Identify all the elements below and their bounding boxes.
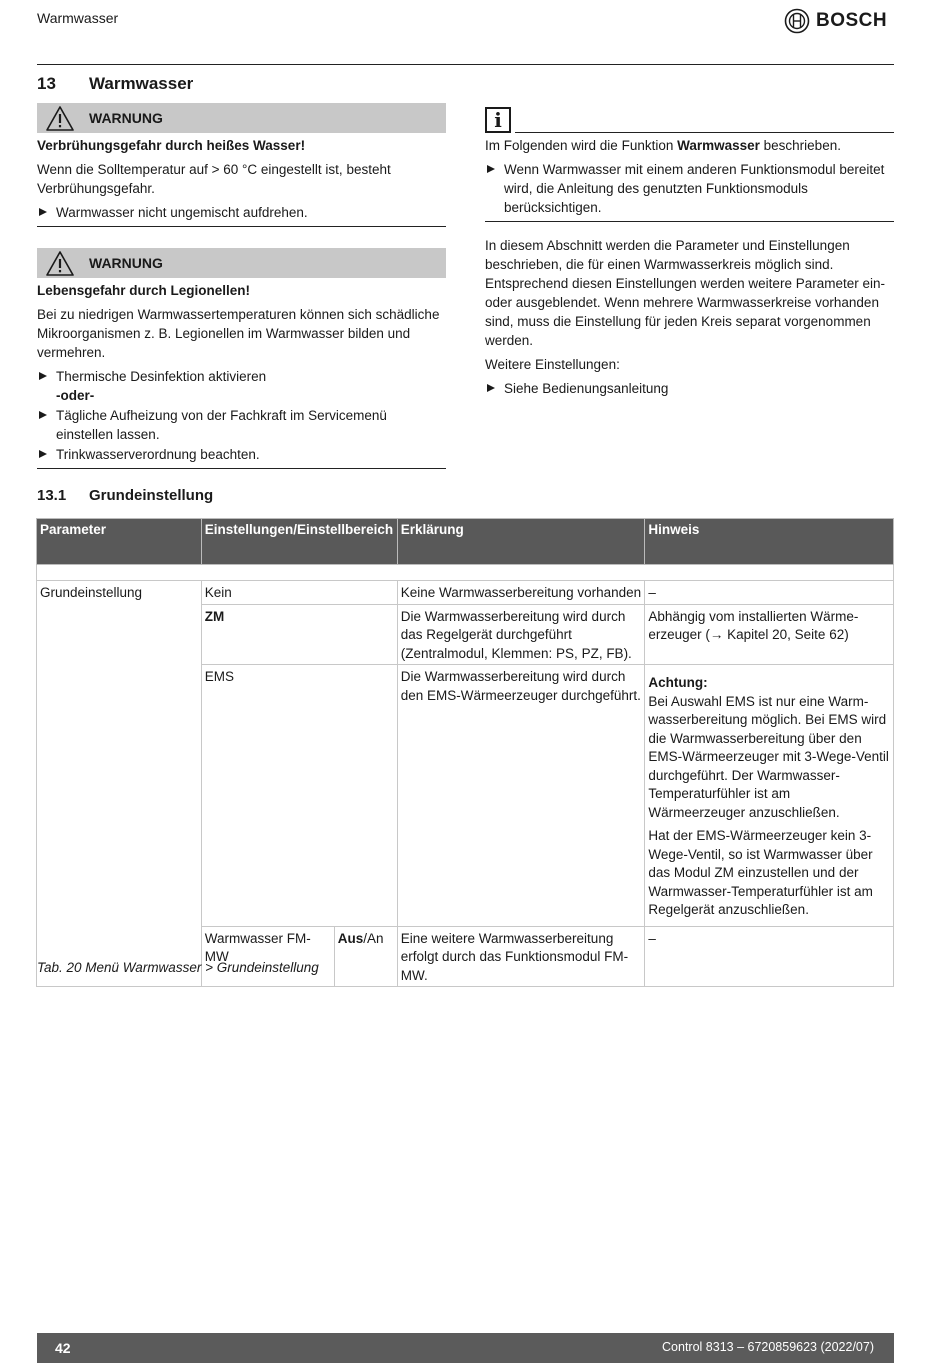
- note-paragraph: Bei Auswahl EMS ist nur eine Warm-wasserbereitung möglich. Bei EMS wird die Warmwasserbereitung über den EMS-Wärmeerzeuger mit 3-Wege-Ventil durchgeführt. Der Warmwasser-Temperaturfühler ist am Wärmeerzeuger anzuschließen.: [648, 693, 889, 820]
- info-action: Wenn Warmwasser mit einem anderen Funktionsmodul bereitet wird, die Anleitung des genutzten Funktionsmoduls berücksichtigen.: [485, 160, 894, 217]
- warning-label: WARNUNG: [89, 254, 163, 271]
- warning-action: [37, 367, 446, 405]
- header-divider: [37, 64, 894, 65]
- info-text-suffix: beschrieben.: [759, 138, 841, 153]
- settings-table: [36, 518, 894, 987]
- warning-triangle-icon: [45, 250, 75, 277]
- info-icon: i: [485, 107, 511, 133]
- warning-action: Trinkwasserverordnung beachten.: [37, 445, 446, 464]
- setting-cell: EMS: [201, 665, 397, 927]
- table-row: [37, 581, 894, 605]
- left-column: [37, 103, 446, 469]
- info-header: [485, 103, 894, 133]
- note-title: Achtung:: [648, 675, 708, 690]
- warning-action: Tägliche Aufheizung von der Fachkraft im Servicemenü einstellen lassen.: [37, 406, 446, 444]
- info-text-bold: Warmwasser: [677, 138, 760, 153]
- column-header: Einstellungen/Einstellbereich: [201, 519, 397, 565]
- running-header: Warmwasser: [37, 10, 119, 26]
- note-cell: –: [645, 581, 894, 605]
- warning-headline: Lebensgefahr durch Legionellen!: [37, 283, 251, 298]
- document-reference: Control 8313 – 6720859623 (2022/07): [662, 1340, 874, 1354]
- explanation-cell: Keine Warmwasserbereitung vorhanden: [397, 581, 645, 605]
- warning-banner: [37, 103, 446, 133]
- explanation-cell: Die Warmwasserbereitung wird durch den EMS-Wärmeerzeuger durchgeführt.: [397, 665, 645, 927]
- or-label: -oder-: [56, 388, 95, 403]
- further-settings-action: Siehe Bedienungsanleitung: [485, 379, 894, 398]
- intro-paragraph: In diesem Abschnitt werden die Parameter und Einstellungen beschrieben, die für einen Warmwasserkreis möglich sind. Entsprechend diesen Einstellungen werden weitere Parameter ein- oder ausgeblendet. Wenn mehrere Warmwasserkreise vorhanden sind, muss die Einstellung für jeden Kreis separat vorgenommen werden.: [485, 238, 885, 348]
- explanation-cell: Eine weitere Warmwasserbereitung erfolgt durch das Funktionsmodul FM-MW.: [397, 926, 645, 987]
- brand-logo: [784, 8, 887, 34]
- warning-banner: [37, 248, 446, 278]
- column-header: Erklärung: [397, 519, 645, 565]
- section-number: 13.1: [37, 487, 67, 504]
- column-header: Hinweis: [645, 519, 894, 565]
- warning-end-rule: [37, 468, 446, 469]
- table-caption: Tab. 20 Menü Warmwasser > Grundeinstellung: [37, 960, 319, 975]
- parameter-cell: Grundeinstellung: [37, 581, 202, 987]
- info-header-rule: [515, 132, 894, 133]
- note-cell: –: [645, 926, 894, 987]
- section-heading: [37, 487, 213, 504]
- info-text: [485, 136, 894, 155]
- page-number: 42: [55, 1340, 71, 1356]
- note-cell: Abhängig vom installierten Wärme-erzeuger (→ Kapitel 20, Seite 62): [645, 604, 894, 665]
- brand-name: BOSCH: [816, 10, 888, 31]
- right-column: [485, 103, 894, 399]
- value-rest: /An: [363, 930, 384, 946]
- warning-action: Warmwasser nicht ungemischt aufdrehen.: [37, 203, 446, 222]
- section-title: Grundeinstellung: [89, 487, 214, 504]
- warning-action-text: Thermische Desinfektion aktivieren: [56, 369, 267, 384]
- chapter-heading: [37, 74, 193, 94]
- setting-cell: Kein: [201, 581, 397, 605]
- setting-cell: ZM: [201, 604, 397, 665]
- warning-text: Bei zu niedrigen Warmwassertemperaturen können sich schädliche Mikroorganismen z. B. Legionellen im Warmwasser bilden und vermehren.: [37, 307, 440, 360]
- table-header-row: [37, 519, 894, 565]
- note-cell: [645, 665, 894, 927]
- setting-cell: Warmwasser FM-MW: [201, 926, 334, 987]
- further-settings-label: Weitere Einstellungen:: [485, 357, 620, 372]
- column-header: Parameter: [37, 519, 202, 565]
- warning-triangle-icon: [45, 105, 75, 132]
- chapter-number: 13: [37, 74, 56, 93]
- bosch-armature-icon: [784, 8, 810, 34]
- page-footer: [37, 1333, 894, 1363]
- value-default: Aus: [337, 930, 364, 946]
- explanation-cell: Die Warmwasserbereitung wird durch das Regelgerät durchgeführt (Zentralmodul, Klemmen: PS, PZ, FB).: [397, 604, 645, 665]
- setting-value-cell: [334, 926, 397, 987]
- warning-headline: Verbrühungsgefahr durch heißes Wasser!: [37, 138, 306, 153]
- chapter-title: Warmwasser: [89, 74, 194, 93]
- warning-text: Wenn die Solltemperatur auf > 60 °C eingestellt ist, besteht Verbrühungsgefahr.: [37, 162, 391, 196]
- warning-label: WARNUNG: [89, 109, 163, 126]
- note-paragraph: Hat der EMS-Wärmeerzeuger kein 3-Wege-Ventil, so ist Warmwasser über das Modul ZM einzustellen und der Warmwasser-Temperaturfühler ist am Regelgerät anzuschließen.: [648, 828, 873, 917]
- info-text-prefix: Im Folgenden wird die Funktion: [485, 138, 678, 153]
